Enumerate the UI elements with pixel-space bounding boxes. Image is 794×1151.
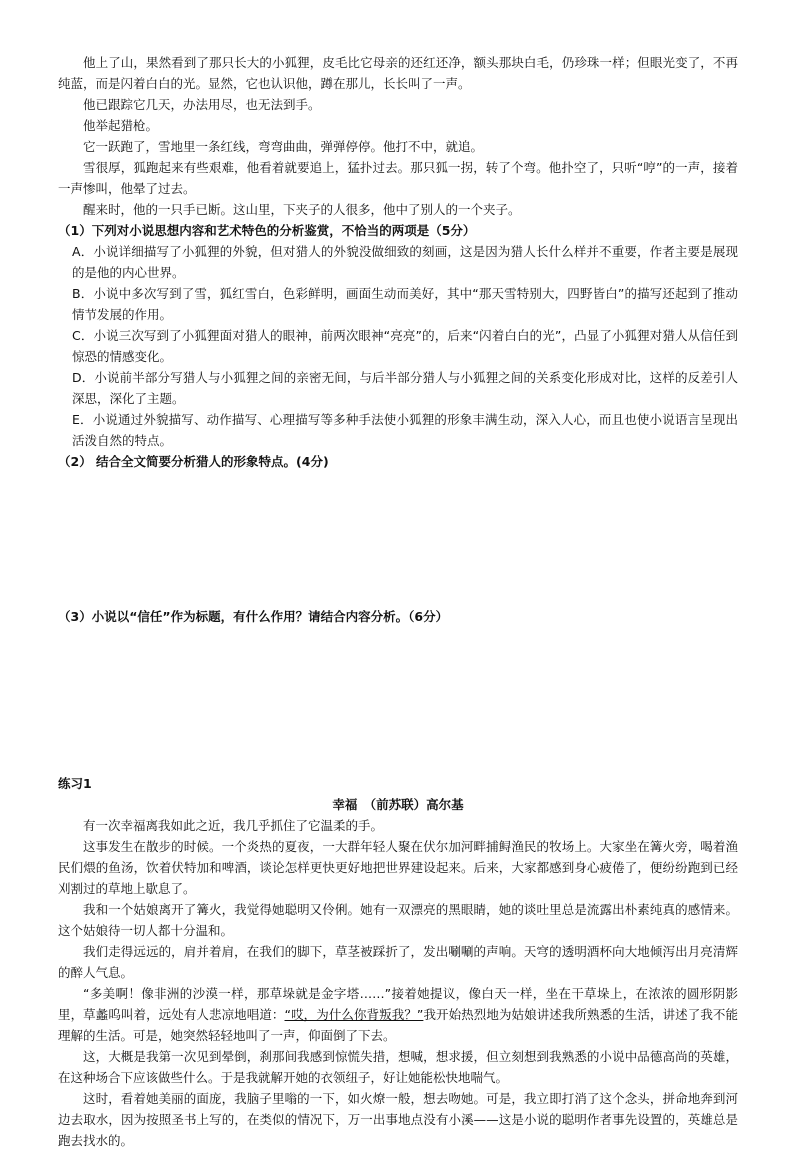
- question-1: [58, 220, 738, 451]
- paragraph: 有一次幸福离我如此之近，我几乎抓住了它温柔的手。: [83, 818, 384, 833]
- passage-trust-ending: [58, 52, 738, 220]
- story-title: 幸福 （前苏联）高尔基: [332, 797, 464, 812]
- paragraph: 他上了山，果然看到了那只长大的小狐狸，皮毛比它母亲的还红还净，额头那块白毛，仍珍珠一样；但眼光变了，不再纯蓝，而是闪着白白的光。显然，它也认识他，蹲在那儿，长长叫了一声。: [58, 55, 738, 91]
- exercise-label: 练习1: [58, 776, 92, 791]
- paragraph: 这时，看着她美丽的面庞，我脑子里嗡的一下，如火燎一般，想去吻她。可是，我立即打消了这个念头，拼命地奔到河边去取水，因为按照圣书上写的，在类似的情况下，万一出事地点没有小溪——这是小说的聪明作者事先设置的，英雄总是跑去找水的。: [58, 1091, 738, 1148]
- paragraph: 雪很厚，狐跑起来有些艰难，他看着就要追上，猛扑过去。那只狐一拐，转了个弯。他扑空了，只听“哼”的一声，接着一声惨叫，他晕了过去。: [58, 160, 738, 196]
- question-stem: （1）下列对小说思想内容和艺术特色的分析鉴赏，不恰当的两项是（5分）: [58, 223, 476, 238]
- question-3: （3）小说以“信任”作为标题，有什么作用？请结合内容分析。（6分）: [58, 609, 449, 624]
- paragraph: 这事发生在散步的时候。一个炎热的夏夜，一大群年轻人聚在伏尔加河畔捕鲟渔民的牧场上。大家坐在篝火旁，喝着渔民们煨的鱼汤，饮着伏特加和啤酒，谈论怎样更快更好地把世界建设起来。后来，大家都感到身心疲倦了，便纷纷跑到已经刈割过的草地上歇息了。: [58, 839, 738, 896]
- paragraph: 这，大概是我第一次见到晕倒，刹那间我感到惊慌失措，想喊，想求援，但立刻想到我熟悉的小说中品德高尚的英雄，在这种场合下应该做些什么。于是我就解开她的衣领纽子，好让她能松快地喘气。: [58, 1049, 738, 1085]
- paragraph: 我们走得远远的，肩并着肩，在我们的脚下，草茎被踩折了，发出唰唰的声响。天穹的透明酒杯向大地倾泻出月亮清辉的醉人气息。: [58, 944, 738, 980]
- answer-space: [58, 472, 738, 606]
- text-run: “多美啊！像非洲的沙漠一样，那草垛就是金字塔……”接着她提议，像白天一样，坐在干草垛上，在浓浓的圆形阴影里，草蠡呜叫着，远处有人悲凉地唱道：: [58, 986, 738, 1022]
- paragraph: 他举起猎枪。: [83, 118, 159, 133]
- paragraph: 我和一个姑娘离开了篝火，我觉得她聪明又伶俐。她有一双漂亮的黑眼睛，她的谈吐里总是流露出朴素纯真的感情来。这个姑娘待一切人都十分温和。: [58, 902, 738, 938]
- option-b: B．小说中多次写到了雪，狐红雪白，色彩鲜明，画面生动而美好，其中“那天雪特别大，四野皆白”的描写还起到了推动情节发展的作用。: [72, 286, 738, 322]
- paragraph: 它一跃跑了，雪地里一条红线，弯弯曲曲，弹弹停停。他打不中，就追。: [83, 139, 484, 154]
- option-e: E．小说通过外貌描写、动作描写、心理描写等多种手法使小狐狸的形象丰满生动，深入人心，而且也使小说语言呈现出活泼自然的特点。: [72, 412, 738, 448]
- document-page: [58, 52, 738, 1151]
- text-run: 我开始热烈地为姑娘讲述我所熟悉的生活，讲述了我不能理解的生活。可是，她突然轻轻地叫了一声，仰面倒了下去。: [58, 1007, 738, 1043]
- option-a: A．小说详细描写了小狐狸的外貌，但对猎人的外貌没做细致的刻画，这是因为猎人长什么样并不重要，作者主要是展现的是他的内心世界。: [72, 244, 738, 280]
- paragraph: 他已跟踪它几天，办法用尽，也无法到手。: [83, 97, 321, 112]
- option-c: C．小说三次写到了小狐狸面对猎人的眼神，前两次眼神“亮亮”的，后来“闪着白白的光”，凸显了小狐狸对猎人从信任到惊恐的情感变化。: [72, 328, 738, 364]
- question-2: （2） 结合全文简要分析猎人的形象特点。(4分): [58, 454, 329, 469]
- paragraph: 醒来时，他的一只手已断。这山里，下夹子的人很多，他中了别人的一个夹子。: [83, 202, 521, 217]
- underlined-quote: “哎，为什么你背叛我？”: [284, 1007, 424, 1022]
- paragraph: [58, 983, 738, 1046]
- option-d: D．小说前半部分写猎人与小狐狸之间的亲密无间，与后半部分猎人与小狐狸之间的关系变化形成对比，这样的反差引人深思，深化了主题。: [72, 370, 738, 406]
- passage-happiness: [58, 815, 738, 1151]
- answer-space: [58, 627, 738, 773]
